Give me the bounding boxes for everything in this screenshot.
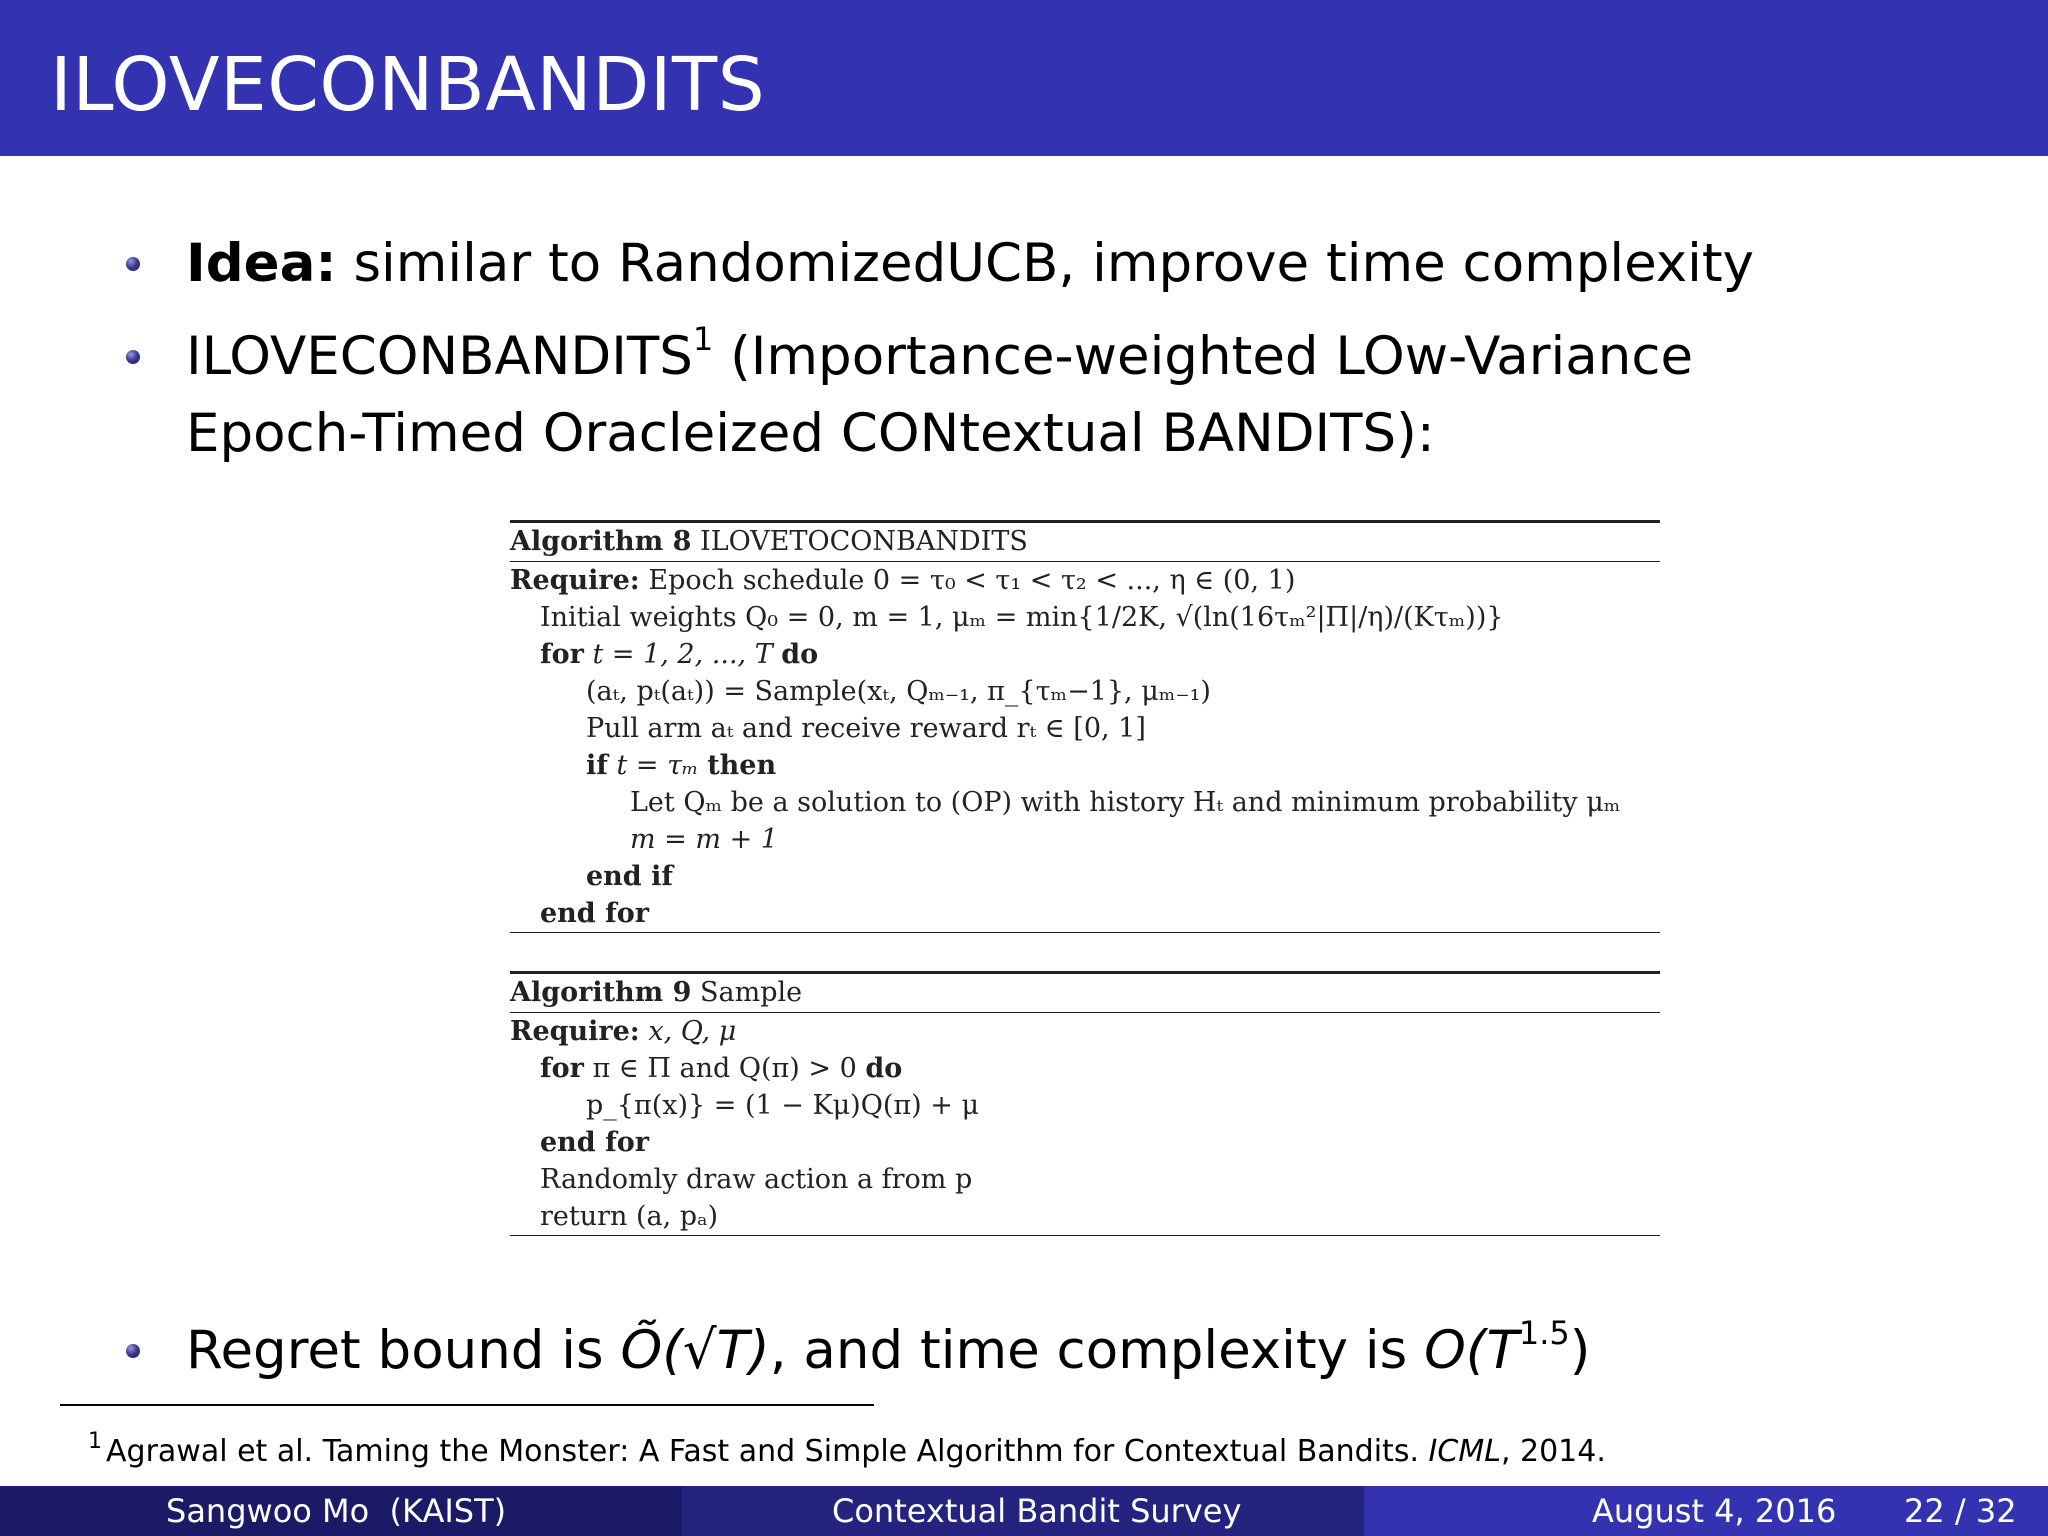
algo8-if-expr: t = τₘ [616, 750, 699, 781]
algo9-prob: p_{π(x)} = (1 − Kμ)Q(π) + μ [586, 1090, 980, 1121]
algorithm-expansion-2: Epoch-Timed Oracleized CONtextual BANDITS): [186, 403, 1435, 464]
algo9-return: return (a, pₐ) [540, 1201, 719, 1232]
algo9-require-text: x, Q, μ [648, 1016, 737, 1047]
bullet-iloveconbandits [186, 318, 1693, 396]
time-complexity-base: O(T [1424, 1320, 1519, 1381]
algo8-header [510, 523, 1660, 561]
footnote-venue: ICML [1428, 1434, 1501, 1469]
algo8-end-for-kw: end for [540, 898, 649, 929]
algo8-for-kw: for [540, 639, 584, 670]
footnote-mark: 1 [88, 1429, 102, 1454]
footnote [88, 1429, 1606, 1474]
algo8-label: Algorithm 8 [510, 526, 692, 557]
bullet-regret [186, 1312, 1590, 1390]
idea-text: similar to RandomizedUCB, improve time complexity [353, 233, 1755, 294]
bullet-iloveconbandits-cont [186, 395, 1435, 473]
algo8-require-text: Epoch schedule 0 = τ₀ < τ₁ < τ₂ < ..., η ∈ (0, 1) [648, 565, 1296, 596]
algo9-require [510, 1013, 1660, 1050]
algo8-pull: Pull arm aₜ and receive reward rₜ ∈ [0, 1] [586, 713, 1146, 744]
algo8-sample: (aₜ, pₜ(aₜ)) = Sample(xₜ, Qₘ₋₁, π_{τₘ−1}, μₘ₋₁) [586, 676, 1211, 707]
algo9-end-for [510, 1124, 1660, 1161]
algo8-do-kw: do [781, 639, 819, 670]
algo8-end-for [510, 895, 1660, 932]
footnote-rule [60, 1404, 874, 1406]
algo8-for-expr: t = 1, 2, ..., T [592, 639, 773, 670]
footnote-ref: 1 [692, 320, 714, 358]
algorithm-9-box [510, 971, 1660, 1236]
footnote-citation: Agrawal et al. Taming the Monster: A Fast and Simple Algorithm for Contextual Bandits. [106, 1434, 1419, 1469]
algo8-if [510, 747, 1660, 784]
algorithm-8-box [510, 520, 1660, 933]
algo9-for-kw: for [540, 1053, 584, 1084]
bullet-icon [126, 1344, 140, 1358]
algo8-init: Initial weights Q₀ = 0, m = 1, μₘ = min{1/2K, √(ln(16τₘ²|Π|/η)/(Kτₘ))} [540, 602, 1504, 633]
algo8-name: ILOVETOCONBANDITS [700, 526, 1028, 557]
algo8-let: Let Qₘ be a solution to (OP) with history Hₜ and minimum probability μₘ [630, 787, 1621, 818]
idea-label: Idea: [186, 233, 337, 294]
algorithm-name: ILOVECONBANDITS [186, 326, 693, 387]
algo8-if-kw: if [586, 750, 608, 781]
algo8-increment: m = m + 1 [630, 824, 778, 855]
footer-title-section [682, 1486, 1364, 1536]
time-complexity-close: ) [1569, 1320, 1591, 1381]
algo9-do-kw: do [865, 1053, 903, 1084]
regret-text-start: Regret bound is [186, 1320, 604, 1381]
algo9-header [510, 974, 1660, 1012]
bullet-icon [126, 257, 140, 271]
algo9-require-label: Require: [510, 1016, 640, 1047]
algo9-draw: Randomly draw action a from p [540, 1164, 973, 1195]
footer-date-section [1364, 1486, 2048, 1536]
footnote-year: , 2014. [1500, 1434, 1606, 1469]
algo8-end-if-kw: end if [586, 861, 673, 892]
footer-author: Sangwoo Mo (KAIST) [166, 1492, 507, 1530]
algo8-for [510, 636, 1660, 673]
slide-title: ILOVECONBANDITS [50, 42, 766, 128]
algo8-bottom-rule [510, 932, 1660, 933]
bullet-idea [186, 225, 1754, 303]
footer-author-section [0, 1486, 682, 1536]
algo9-bottom-rule [510, 1235, 1660, 1236]
algo9-end-for-kw: end for [540, 1127, 649, 1158]
algo8-then-kw: then [707, 750, 777, 781]
footer-date: August 4, 2016 [1592, 1492, 1837, 1530]
regret-bound: Õ(√T) [620, 1320, 770, 1381]
algorithm-expansion-1: (Importance-weighted LOw-Variance [730, 326, 1694, 387]
algo9-for [510, 1050, 1660, 1087]
title-bar [0, 0, 2048, 156]
algo8-end-if [510, 858, 1660, 895]
algo8-require-label: Require: [510, 565, 640, 596]
footer-talk-title: Contextual Bandit Survey [832, 1492, 1242, 1530]
regret-text-mid: , and time complexity is [769, 1320, 1408, 1381]
algo9-name: Sample [700, 977, 803, 1008]
bullet-icon [126, 350, 140, 364]
algo9-label: Algorithm 9 [510, 977, 692, 1008]
algo9-for-expr: π ∈ Π and Q(π) > 0 [592, 1053, 857, 1084]
time-complexity-exp: 1.5 [1518, 1314, 1570, 1352]
footer-page-number: 22 / 32 [1904, 1492, 2017, 1530]
algo8-require [510, 562, 1660, 599]
footer-bar [0, 1486, 2048, 1536]
